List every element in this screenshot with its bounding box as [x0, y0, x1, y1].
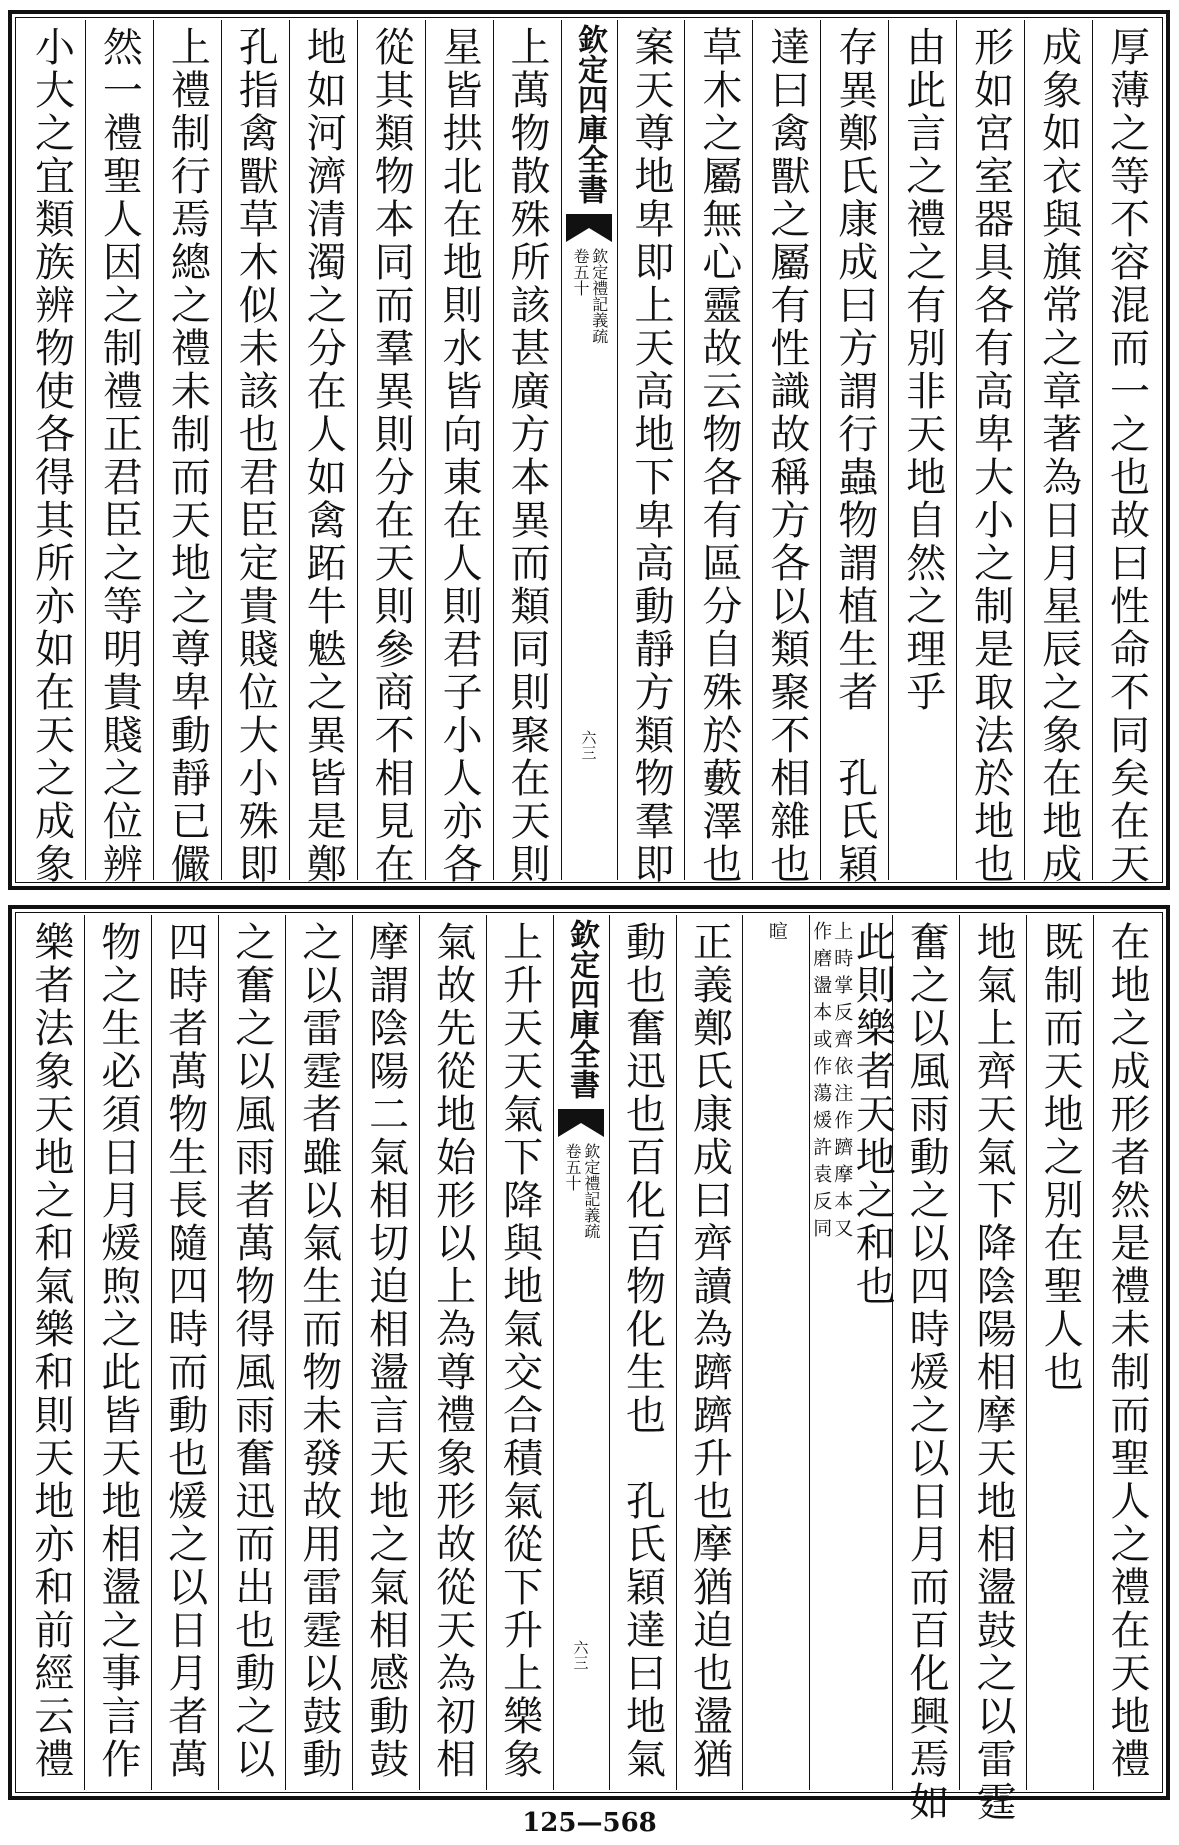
annotation-notes: [766, 921, 787, 948]
text-column: [752, 20, 820, 886]
column-text: 地氣上齊天氣下降陰陽相摩天地相盪鼓之以雷霆: [970, 921, 1017, 1824]
column-line: [970, 921, 1017, 1824]
leaf-number: 六三: [579, 730, 598, 760]
volume-label: 卷五十: [571, 248, 590, 296]
column-line: [695, 26, 742, 886]
center-spine: [553, 915, 609, 1790]
column-text: 奮之以風雨動之以四時煖之以日月而百化興焉如: [903, 921, 950, 1824]
text-column: [888, 20, 956, 880]
annotation-note: 上時掌反齊依注作躋摩本又: [831, 921, 854, 1245]
column-line: [831, 26, 878, 886]
column-line: [619, 921, 666, 1781]
column-text: 達曰禽獸之屬有性識故稱方各以類聚不相雜也: [763, 26, 810, 886]
annotation-note: 暄: [765, 921, 788, 948]
text-column: [1093, 915, 1160, 1790]
column-line: [1037, 921, 1084, 1394]
volume-label: 卷五十: [563, 1143, 583, 1191]
column-text: 存異鄭氏康成曰方謂行蟲物謂植生者 孔氏穎: [831, 26, 878, 886]
column-text: 摩謂陰陽二氣相切迫相盪言天地之氣相感動鼓: [362, 921, 409, 1781]
column-line: [627, 26, 674, 886]
spine-subtitle: [571, 248, 607, 344]
annotation-notes: [810, 921, 852, 1308]
column-line: [1035, 26, 1082, 886]
column-text: 案天尊地卑即上天高地下卑高動靜方類物羣即: [627, 26, 674, 886]
fishtail-mark-icon: [558, 1109, 604, 1137]
text-column: [285, 915, 352, 1790]
text-column: [956, 20, 1024, 886]
text-column: [425, 20, 493, 886]
spine-title: 欽定四庫全書: [572, 24, 607, 204]
column-line: [899, 26, 946, 714]
column-text: 上禮制行焉總之禮未制而天地之尊卑動靜已儼: [164, 26, 211, 886]
column-text: 草木之屬無心靈故云物各有區分自殊於藪澤也: [695, 26, 742, 886]
text-column: [493, 20, 561, 886]
column-text: 小大之宜類族辨物使各得其所亦如在天之成象: [28, 26, 75, 886]
column-line: [903, 921, 950, 1824]
column-text: 正義鄭氏康成曰齊讀為躋躋升也摩猶迫也盪猶: [686, 921, 733, 1781]
column-text: 從其類物本同而羣異則分在天則參商不相見在: [368, 26, 415, 886]
text-column: [959, 915, 1026, 1824]
column-text: 在地之成形者然是禮未制而聖人之禮在天地禮: [1104, 921, 1151, 1781]
column-text: 由此言之禮之有別非天地自然之理乎: [899, 26, 946, 714]
upper-page: [8, 10, 1170, 890]
column-line: [686, 921, 733, 1781]
spine-title: 欽定四庫全書: [564, 919, 600, 1099]
text-column: [820, 20, 888, 886]
column-text: 形如宮室器具各有高卑大小之制是取法於地也: [967, 26, 1014, 886]
column-text: 地如河濟清濁之分在人如禽跖牛䰡之異皆是鄭: [300, 26, 347, 886]
text-column: [1024, 20, 1092, 886]
column-text: 上萬物散殊所該甚廣方本異而類同則聚在天則: [504, 26, 551, 886]
column-text: 孔指禽獸草木似未該也君臣定貴賤位大小殊即: [232, 26, 279, 886]
text-column: [221, 20, 289, 886]
column-line: [763, 26, 810, 886]
text-column: [684, 20, 752, 886]
text-column: [609, 915, 676, 1790]
column-text: 氣故先從地始形以上為尊禮象形故從天為初相: [429, 921, 476, 1781]
column-text: 厚薄之等不容混而一之也故曰性命不同矣在天: [1103, 26, 1150, 886]
text-column: [18, 20, 85, 886]
text-column: [809, 915, 896, 1790]
text-column: [84, 915, 151, 1790]
column-line: [766, 921, 787, 948]
text-column: [617, 20, 685, 886]
column-text: 樂者法象天地之和氣樂和則天地亦和前經云禮: [27, 921, 74, 1781]
column-text: 既制而天地之別在聖人也: [1037, 921, 1084, 1394]
spine-subtitle: [563, 1143, 599, 1239]
column-line: [967, 26, 1014, 886]
text-column: [352, 915, 419, 1790]
page-number-label: 125—568: [522, 1808, 657, 1838]
text-column: [892, 915, 959, 1824]
column-line: [1104, 921, 1151, 1781]
book-title: 欽定禮記義疏: [581, 1143, 601, 1239]
column-line: [1103, 26, 1150, 886]
column-text: 然一禮聖人因之制禮正君臣之等明貴賤之位辨: [96, 26, 143, 886]
column-text: 成象如衣與旗常之章著為日月星辰之象在地成: [1035, 26, 1082, 886]
column-text: 星皆拱北在地則水皆向東在人則君子小人亦各: [436, 26, 483, 886]
text-column: [153, 20, 221, 886]
column-line: [810, 921, 896, 1308]
upper-columns: [18, 20, 1160, 886]
text-column: [289, 20, 357, 886]
leaf-number: 六三: [571, 1640, 590, 1670]
book-title: 欽定禮記義疏: [589, 248, 609, 344]
text-column: [1092, 20, 1160, 886]
column-text: 之以雷霆者雖以氣生而物未發故用雷霆以鼓動: [295, 921, 342, 1781]
text-column: [676, 915, 743, 1790]
annotation-note: 作磨盪本或作蕩煖許袁反同: [810, 921, 833, 1245]
column-text: 此則樂者天地之和也: [849, 921, 896, 1308]
text-column: [486, 915, 553, 1790]
column-text: 動也奮迅也百化百物化生也 孔氏穎達曰地氣: [619, 921, 666, 1781]
center-spine: [561, 20, 617, 880]
text-column: [218, 915, 285, 1790]
fishtail-mark-icon: [566, 214, 612, 242]
column-text: 之奮之以風雨者萬物得風雨奮迅而出也動之以: [228, 921, 275, 1781]
text-column: [419, 915, 486, 1790]
column-text: 物之生必須日月煖煦之此皆天地相盪之事言作: [94, 921, 141, 1781]
text-column: [18, 915, 84, 1790]
column-text: 上升天天氣下降與地氣交合積氣從下升上樂象: [496, 921, 543, 1781]
text-column: [151, 915, 218, 1790]
text-column: [85, 20, 153, 886]
column-text: 四時者萬物生長隨四時而動也煖之以日月者萬: [161, 921, 208, 1781]
text-column: [357, 20, 425, 886]
text-column: [742, 915, 809, 1790]
text-column: [1026, 915, 1093, 1790]
